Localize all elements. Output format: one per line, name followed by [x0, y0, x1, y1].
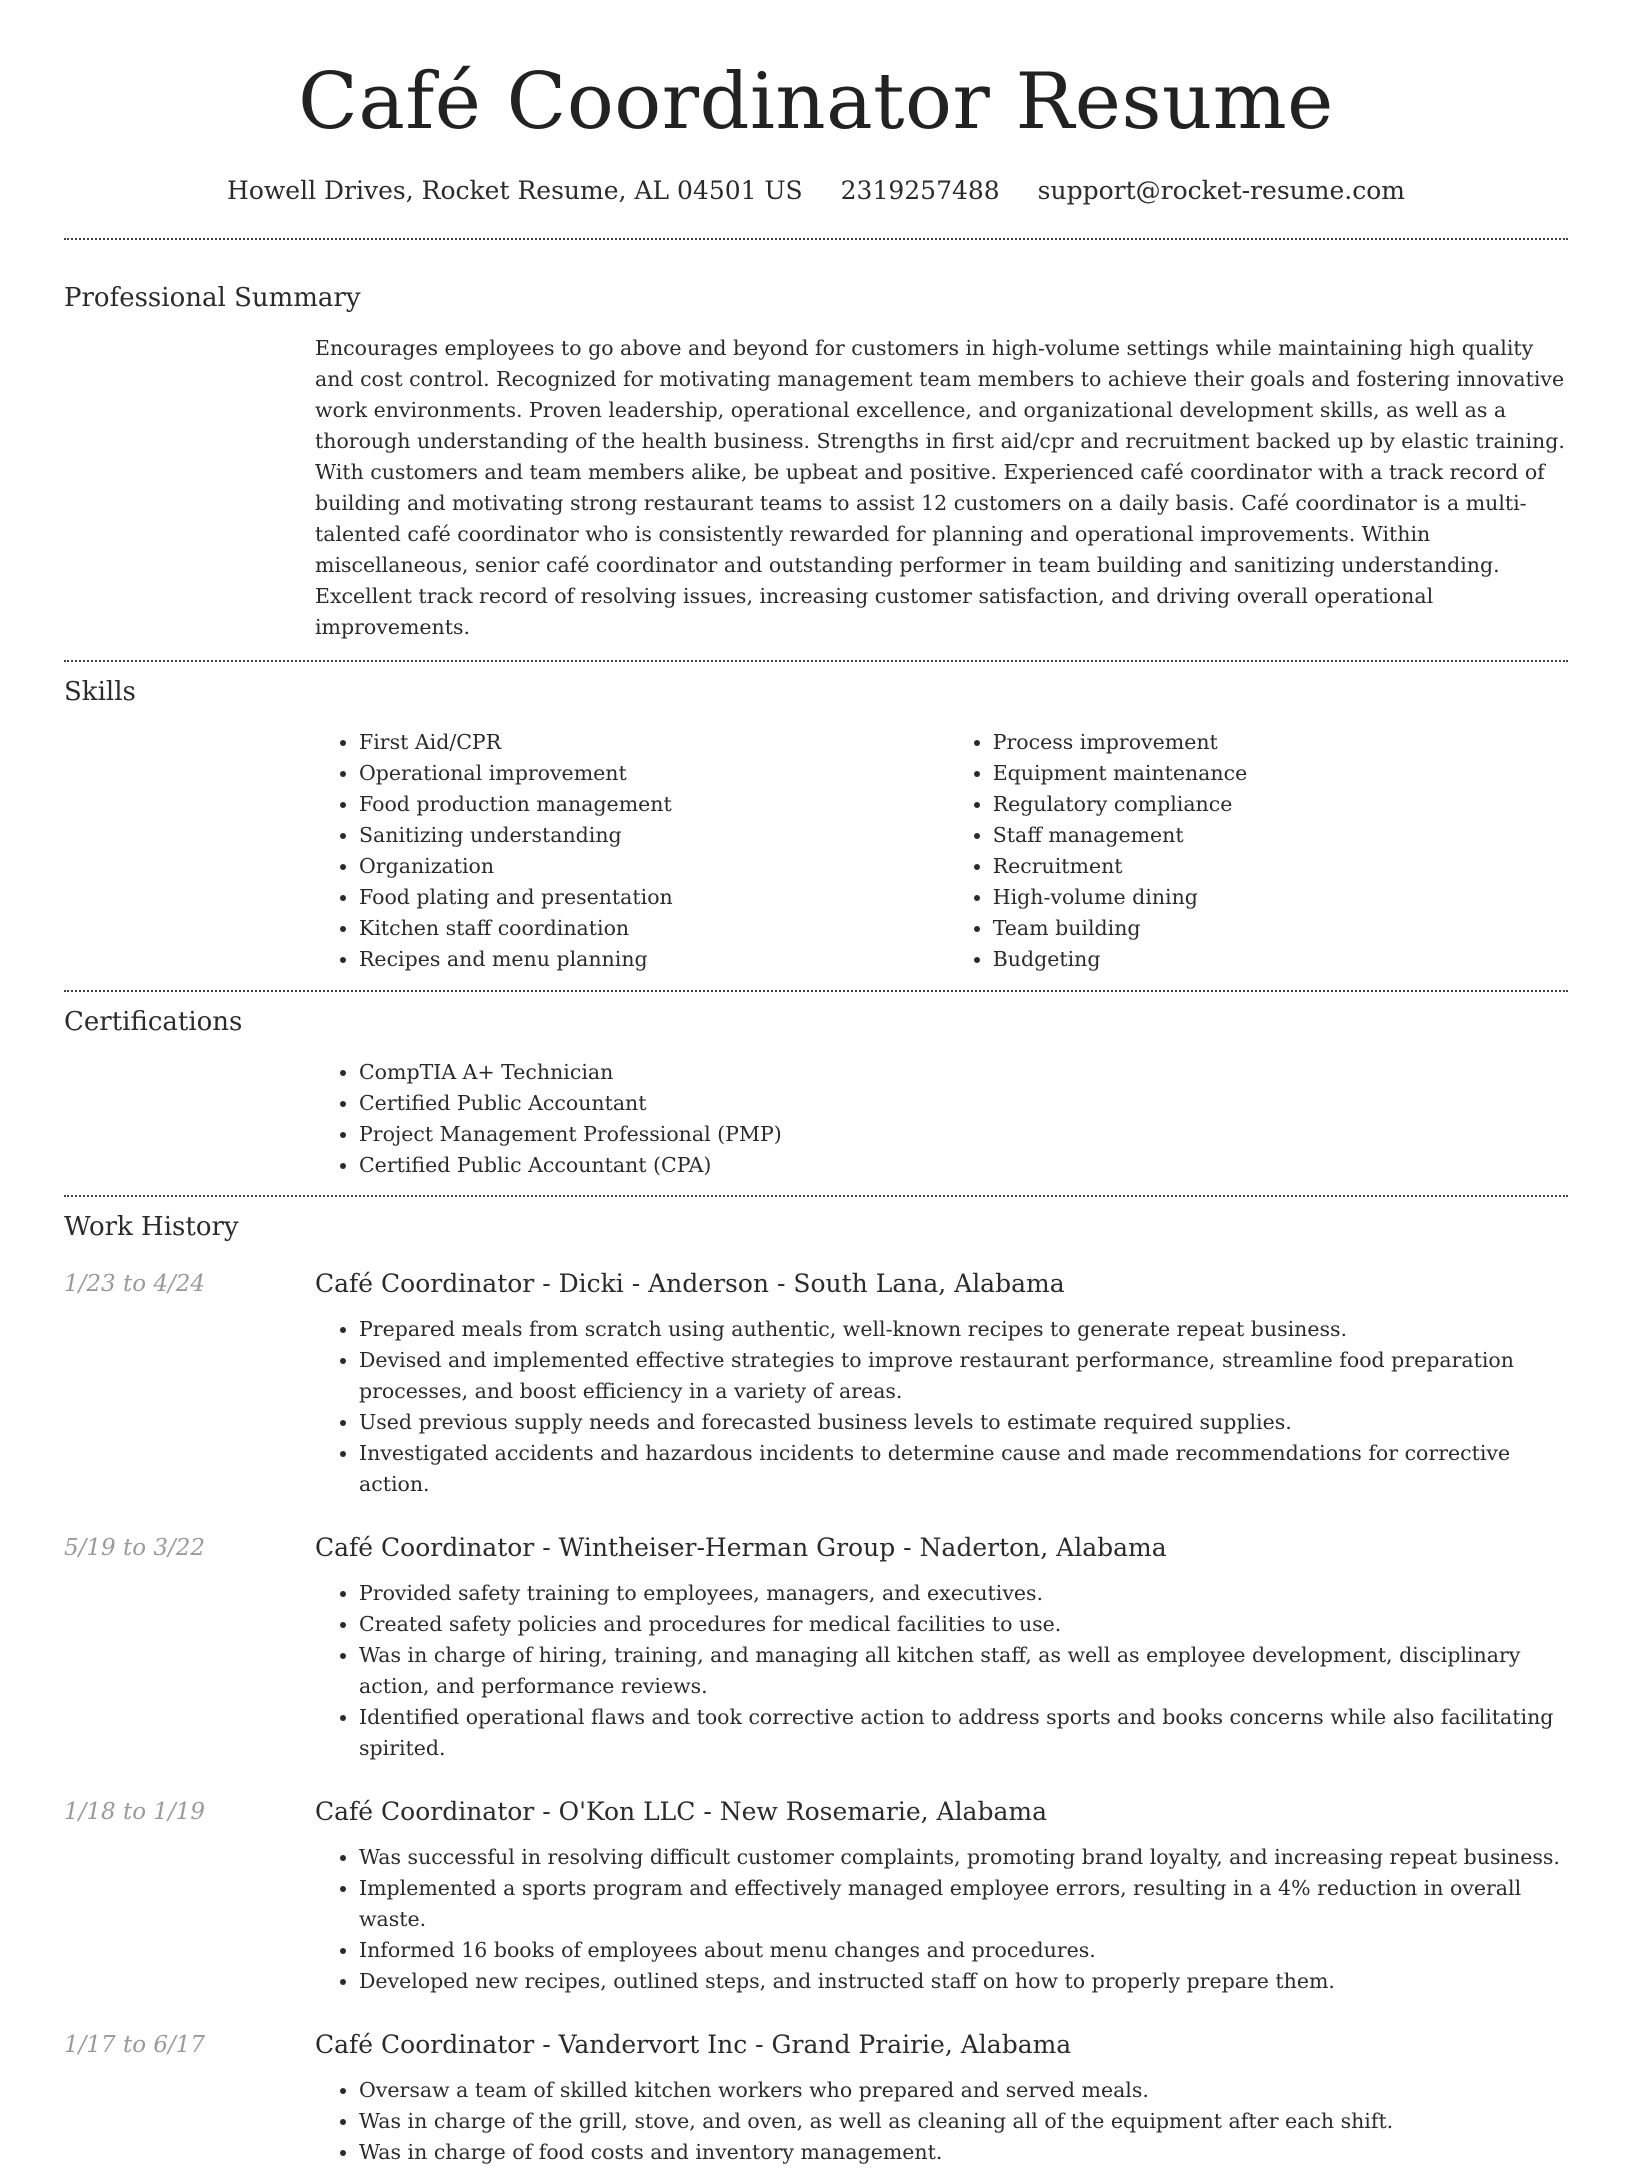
list-item: • Recipes and menu planning [359, 944, 949, 975]
list-item: • Used previous supply needs and forecasted business levels to estimate required supplies. [359, 1407, 1568, 1438]
job-date: 1/23 to 4/24 [64, 1271, 206, 1297]
job-entry [64, 1531, 1568, 1764]
list-item: • Regulatory compliance [993, 789, 1568, 820]
skills-grid [315, 727, 1568, 990]
summary-content [315, 333, 1568, 660]
job-date: 1/18 to 1/19 [64, 1799, 206, 1825]
contact-line [64, 174, 1568, 208]
certifications-heading: Certifications [64, 1007, 243, 1037]
list-item: • Developed new recipes, outlined steps, and instructed staff on how to properly prepare them. [359, 1966, 1568, 1997]
job-entry [64, 1267, 1568, 1500]
list-item: • Food plating and presentation [359, 882, 949, 913]
list-item: • Created safety policies and procedures for medical facilities to use. [359, 1609, 1568, 1640]
skills-section [64, 662, 1568, 990]
list-item: • Oversaw a team of skilled kitchen workers who prepared and served meals. [359, 2075, 1568, 2106]
list-item: • Certified Public Accountant (CPA) [359, 1150, 1568, 1181]
list-item: • Was in charge of hiring, training, and managing all kitchen staff, as well as employee development, disciplinary action, and performance reviews. [359, 1640, 1568, 1702]
list-item: • Organization [359, 851, 949, 882]
job-title: Café Coordinator - O'Kon LLC - New Rosemarie, Alabama [315, 1797, 1047, 1826]
list-item: • Staff management [993, 820, 1568, 851]
list-item: • Kitchen staff coordination [359, 913, 949, 944]
list-item: • Informed 16 books of employees about menu changes and procedures. [359, 1935, 1568, 1966]
job-entry [64, 1795, 1568, 1997]
job-bullets [315, 1314, 1568, 1500]
list-item: • Team building [993, 913, 1568, 944]
list-item: • Was in charge of the grill, stove, and oven, as well as cleaning all of the equipment after each shift. [359, 2106, 1568, 2137]
certifications-section [64, 992, 1568, 1195]
list-item: • Implemented a sports program and effectively managed employee errors, resulting in a 4% reduction in overall waste. [359, 1873, 1568, 1935]
job-title: Café Coordinator - Wintheiser-Herman Group - Naderton, Alabama [315, 1533, 1167, 1562]
skills-heading: Skills [64, 677, 136, 707]
job-title: Café Coordinator - Vandervort Inc - Grand Prairie, Alabama [315, 2030, 1072, 2059]
job-bullets [315, 1578, 1568, 1764]
list-item: • CompTIA A+ Technician [359, 1057, 1568, 1088]
list-item: • Budgeting [993, 944, 1568, 975]
summary-text: Encourages employees to go above and beyond for customers in high-volume settings while maintaining high quality and cost control. Recognized for motivating management team members to achieve their goals and fostering innovative work environments. Proven leadership, operational excellence, and organizational development skills, as well as a thorough understanding of the health business. Strengths in first aid/cpr and recruitment backed up by elastic training. With customers and team members alike, be upbeat and positive. Experienced café coordinator with a track record of building and motivating strong restaurant teams to assist 12 customers on a daily basis. Café coordinator is a multi-talented café coordinator who is consistently rewarded for planning and operational improvements. Within miscellaneous, senior café coordinator and outstanding performer in team building and sanitizing understanding. Excellent track record of resolving issues, increasing customer satisfaction, and driving overall operational improvements. [315, 336, 1565, 639]
list-item: • Equipment maintenance [993, 758, 1568, 789]
list-item: • Investigated accidents and hazardous incidents to determine cause and made recommendations for corrective action. [359, 1438, 1568, 1500]
list-item: • Food production management [359, 789, 949, 820]
list-item: • Was in charge of food costs and inventory management. [359, 2137, 1568, 2168]
list-item: • Devised and implemented effective strategies to improve restaurant performance, streamline food preparation processes, and boost efficiency in a variety of areas. [359, 1345, 1568, 1407]
contact-address: Howell Drives, Rocket Resume, AL 04501 US [227, 176, 803, 205]
summary-heading: Professional Summary [64, 283, 361, 313]
job-date: 1/17 to 6/17 [64, 2032, 206, 2058]
work-history-heading: Work History [64, 1212, 239, 1242]
job-bullets [315, 1842, 1568, 1997]
list-item: • Operational improvement [359, 758, 949, 789]
list-item: • First Aid/CPR [359, 727, 949, 758]
list-item: • Sanitizing understanding [359, 820, 949, 851]
certifications-content [315, 1057, 1568, 1195]
list-item: • Project Management Professional (PMP) [359, 1119, 1568, 1150]
contact-phone: 2319257488 [840, 176, 1000, 205]
list-item: • Prepared meals from scratch using authentic, well-known recipes to generate repeat business. [359, 1314, 1568, 1345]
job-bullets [315, 2075, 1568, 2168]
resume-page [64, 0, 1568, 2168]
skills-list-left [315, 727, 949, 975]
list-item: • Certified Public Accountant [359, 1088, 1568, 1119]
skills-list-right [949, 727, 1568, 975]
job-title: Café Coordinator - Dicki - Anderson - South Lana, Alabama [315, 1269, 1065, 1298]
list-item: • Was successful in resolving difficult customer complaints, promoting brand loyalty, and increasing repeat business. [359, 1842, 1568, 1873]
list-item: • Identified operational flaws and took corrective action to address sports and books concerns while also facilitating spirited. [359, 1702, 1568, 1764]
work-history-section [64, 1197, 1568, 2168]
resume-title: Café Coordinator Resume [298, 57, 1334, 147]
summary-section [64, 240, 1568, 660]
list-item: • Provided safety training to employees, managers, and executives. [359, 1578, 1568, 1609]
contact-email: support@rocket-resume.com [1037, 176, 1405, 205]
job-entry [64, 2028, 1568, 2168]
certifications-list [315, 1057, 1568, 1181]
list-item: • High-volume dining [993, 882, 1568, 913]
list-item: • Recruitment [993, 851, 1568, 882]
list-item: • Process improvement [993, 727, 1568, 758]
job-date: 5/19 to 3/22 [64, 1535, 206, 1561]
